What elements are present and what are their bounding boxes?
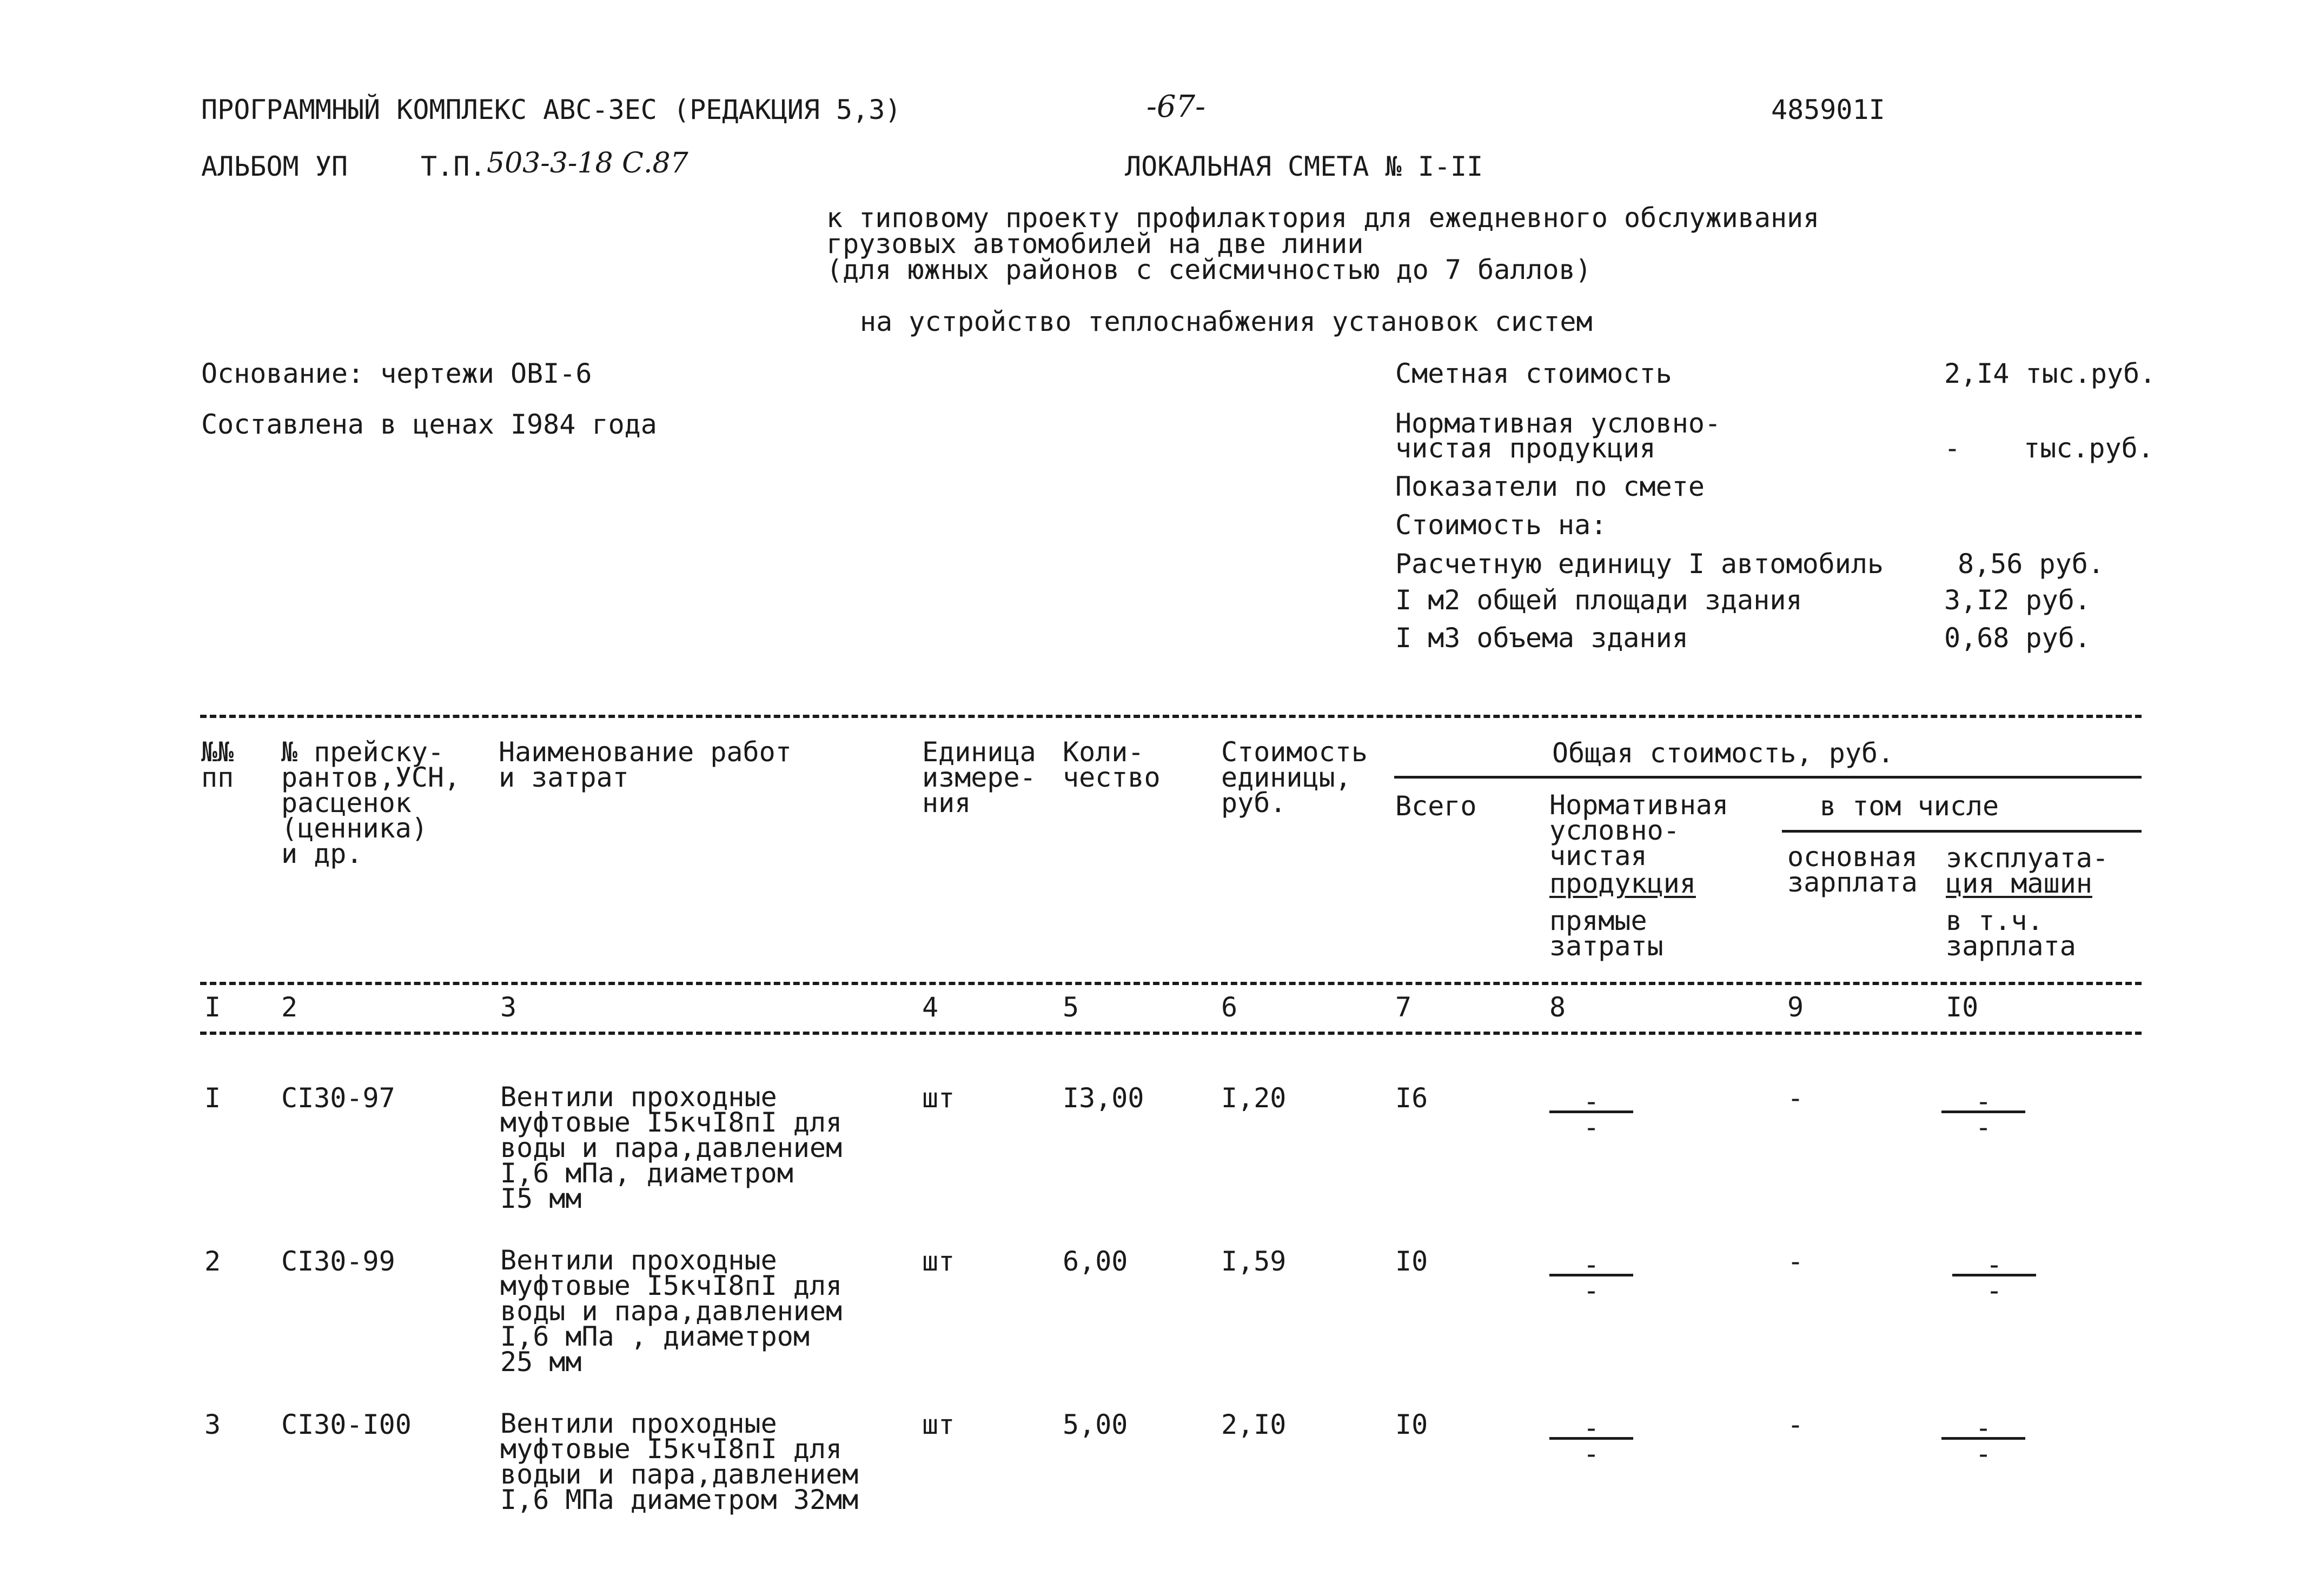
header-col-9: основная зарплата <box>1787 841 1918 898</box>
tp-prefix: Т.П. <box>421 151 486 182</box>
fraction-denominator: - <box>1975 1112 1992 1143</box>
fraction-numerator: - <box>1975 1086 1992 1117</box>
row-total: I6 <box>1395 1082 1428 1114</box>
norm-label-2: чистая продукция <box>1395 433 1656 464</box>
row-machine-fraction <box>1941 1086 2025 1143</box>
header-col-10-bottom: в т.ч. зарплата <box>1946 905 2076 962</box>
header-bottom-rule <box>200 982 2142 985</box>
column-number: 8 <box>1549 992 1566 1023</box>
row-quantity: 5,00 <box>1063 1409 1128 1440</box>
incl-group-rule <box>1782 830 2142 833</box>
row-norm-fraction <box>1549 1086 1633 1143</box>
foundation-line: Основание: чертежи ОВI-6 <box>201 358 592 389</box>
header-col-8-bottom: прямые затраты <box>1549 905 1663 962</box>
row-unit: шт <box>922 1082 955 1114</box>
norm-unit: тыс.руб. <box>2024 433 2154 464</box>
fraction-denominator: - <box>1986 1275 2003 1306</box>
row-total: I0 <box>1395 1409 1428 1440</box>
column-number: 6 <box>1221 992 1238 1023</box>
column-number: 5 <box>1063 992 1079 1023</box>
header-incl-group: в том числе <box>1820 790 1999 822</box>
header-col-2: № прейску- рантов,УСН, расценок (ценника) и др. <box>281 736 461 869</box>
row-unit: шт <box>922 1409 955 1440</box>
column-number: 3 <box>500 992 517 1023</box>
row-unit-price: I,20 <box>1221 1082 1287 1114</box>
row-code: CI30-97 <box>281 1082 395 1114</box>
column-number: 2 <box>281 992 298 1023</box>
area-cost-label: I м2 общей площади здания <box>1395 584 1802 616</box>
column-number: 4 <box>922 992 939 1023</box>
norm-label-1: Нормативная условно- <box>1395 408 1721 439</box>
row-name: Вентили проходные муфтовые I5кчI8пI для воды и пара,давлением I,6 мПа , диаметром 25 мм <box>500 1245 843 1378</box>
column-number: I0 <box>1946 992 1979 1023</box>
fraction-denominator: - <box>1583 1438 1600 1469</box>
album-label: АЛЬБОМ УП <box>201 151 348 182</box>
header-col-7: Всего <box>1395 790 1477 822</box>
row-number: 3 <box>204 1409 221 1440</box>
column-number: 9 <box>1787 992 1804 1023</box>
subtitle-line-1: к типовому проекту профилактория для ежедневного обслуживания <box>826 202 1820 234</box>
row-quantity: 6,00 <box>1063 1246 1128 1277</box>
row-number: 2 <box>204 1246 221 1277</box>
row-quantity: I3,00 <box>1063 1082 1144 1114</box>
cost-label: Сметная стоимость <box>1395 358 1672 389</box>
column-number: 7 <box>1395 992 1412 1023</box>
row-unit: шт <box>922 1246 955 1277</box>
volume-cost-label: I м3 объема здания <box>1395 622 1688 654</box>
row-norm-fraction <box>1549 1412 1633 1469</box>
header-col-10-underlined: ция машин <box>1946 868 2092 899</box>
table-top-rule <box>200 715 2142 718</box>
unit-cost-label: Расчетную единицу I автомобиль <box>1395 548 1884 580</box>
row-code: CI30-99 <box>281 1246 395 1277</box>
fraction-numerator: - <box>1975 1412 1992 1444</box>
row-number: I <box>204 1082 221 1114</box>
column-numbers-rule <box>200 1032 2142 1035</box>
header-col-5: Коли- чество <box>1063 736 1161 793</box>
header-col-8-top: Нормативная условно- чистая <box>1549 789 1729 872</box>
area-cost-value: 3,I2 руб. <box>1944 584 2091 616</box>
indicators-label: Показатели по смете <box>1395 471 1705 502</box>
unit-cost-value: 8,56 руб. <box>1958 548 2104 580</box>
header-col-1: №№ пп <box>201 736 234 793</box>
norm-dash: - <box>1944 433 1961 464</box>
subtitle-line-3: (для южных районов с сейсмичностью до 7 баллов) <box>826 254 1592 285</box>
page-number: -67- <box>1146 89 1206 124</box>
header-col-3: Наименование работ и затрат <box>499 736 792 793</box>
fraction-denominator: - <box>1975 1438 1992 1469</box>
fraction-numerator: - <box>1583 1249 1600 1280</box>
estimate-title: ЛОКАЛЬНАЯ СМЕТА № I-II <box>1125 151 1483 182</box>
fraction-numerator: - <box>1583 1412 1600 1444</box>
header-col-8-underlined: продукция <box>1549 868 1696 899</box>
row-salary: - <box>1787 1246 1804 1277</box>
estimate-purpose: на устройство теплоснабжения установок систем <box>860 306 1593 337</box>
row-unit-price: 2,I0 <box>1221 1409 1287 1440</box>
row-machine-fraction <box>1941 1412 2025 1469</box>
row-name: Вентили проходные муфтовые I5кчI8пI для водыи и пара,давлением I,6 МПа диаметром 32мм <box>500 1408 859 1515</box>
row-salary: - <box>1787 1082 1804 1114</box>
fraction-denominator: - <box>1583 1112 1600 1143</box>
header-total-group: Общая стоимость, руб. <box>1552 737 1894 769</box>
row-machine-fraction <box>1952 1249 2036 1306</box>
row-name: Вентили проходные муфтовые I5кчI8пI для воды и пара,давлением I,6 мПа, диаметром I5 мм <box>500 1081 843 1214</box>
cost-for-label: Стоимость на: <box>1395 509 1607 541</box>
header-col-6: Стоимость единицы, руб. <box>1221 736 1368 819</box>
volume-cost-value: 0,68 руб. <box>1944 622 2091 654</box>
subtitle-line-2: грузовых автомобилей на две линии <box>826 228 1364 260</box>
prices-line: Составлена в ценах I984 года <box>201 409 657 440</box>
row-code: CI30-I00 <box>281 1409 412 1440</box>
column-number: I <box>204 992 221 1023</box>
total-group-rule <box>1394 776 2142 779</box>
fraction-denominator: - <box>1583 1275 1600 1306</box>
row-salary: - <box>1787 1409 1804 1440</box>
cost-value: 2,I4 тыс.руб. <box>1944 358 2156 389</box>
header-col-4: Единица измере- ния <box>922 736 1036 819</box>
program-title: ПРОГРАММНЫЙ КОМПЛЕКС АВС-ЗЕС (РЕДАКЦИЯ 5,3) <box>201 94 902 125</box>
header-col-10-top: эксплуата- <box>1946 842 2109 874</box>
row-norm-fraction <box>1549 1249 1633 1306</box>
fraction-numerator: - <box>1986 1249 2003 1280</box>
fraction-numerator: - <box>1583 1086 1600 1117</box>
row-unit-price: I,59 <box>1221 1246 1287 1277</box>
row-total: I0 <box>1395 1246 1428 1277</box>
document-code: 485901I <box>1771 94 1885 125</box>
tp-handwritten-number: 503-3-18 С.87 <box>487 147 688 179</box>
